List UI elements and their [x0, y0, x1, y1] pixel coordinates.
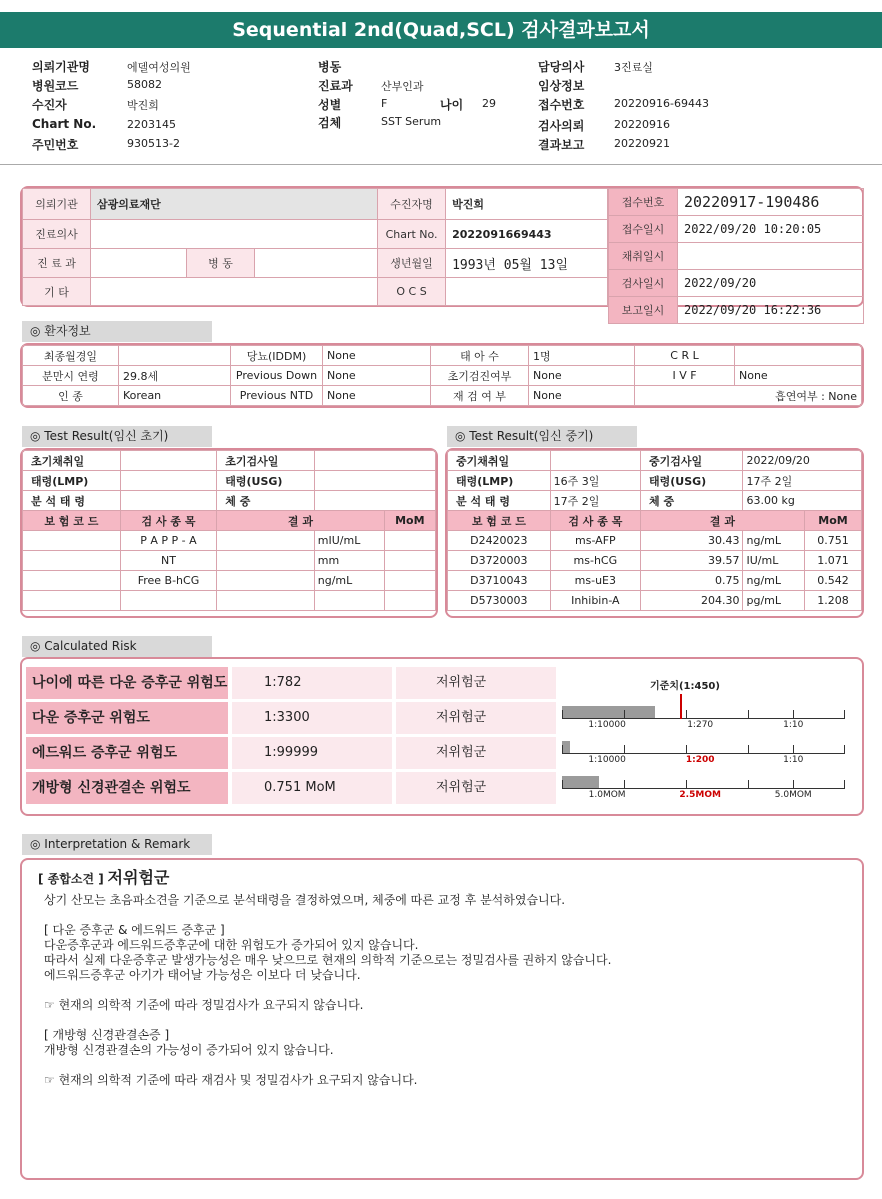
risk-bar-tick	[686, 745, 687, 754]
header-value: 20220916-69443	[614, 97, 709, 110]
early-cell	[23, 531, 121, 551]
early-table-row	[23, 571, 436, 591]
early-cell: mm	[314, 551, 384, 571]
patient-info-value: Korean	[119, 386, 231, 406]
mid-cell: 0.75	[641, 571, 743, 591]
patient-info-value: 1명	[529, 346, 635, 366]
test-dt-value: 2022/09/20	[678, 270, 864, 297]
risk-bar-tick	[624, 780, 625, 789]
test-dt-label: 검사일시	[609, 270, 678, 297]
early-column-header: 검 사 종 목	[120, 511, 217, 531]
mid-cell: D3710043	[448, 571, 551, 591]
risk-bar-tick	[844, 745, 845, 754]
ward-value	[255, 249, 378, 278]
risk-bar-tick-label: 1:10	[783, 720, 804, 730]
mid-cell: 1.071	[804, 551, 861, 571]
mid-cell: Inhibin-A	[550, 591, 640, 611]
early-cell: P A P P - A	[120, 531, 217, 551]
early-info-value	[120, 491, 217, 511]
mid-info-value: 17주 2일	[550, 491, 640, 511]
early-cell	[384, 551, 435, 571]
early-info-label: 태령(LMP)	[23, 471, 121, 491]
summary-label: [ 종합소견 ]	[38, 872, 104, 886]
risk-bar-tick	[748, 745, 749, 754]
risk-bar-tick	[624, 710, 625, 719]
early-cell	[384, 591, 435, 611]
recv-no-value: 20220917-190486	[678, 189, 864, 216]
header-label: 주민번호	[32, 138, 79, 152]
header-label: 검사의뢰	[538, 119, 585, 133]
risk-name: 개방형 신경관결손 위험도	[26, 772, 228, 804]
risk-bar-tick-label: 2.5MOM	[679, 790, 721, 800]
mid-info-label: 체 중	[641, 491, 743, 511]
risk-name: 다운 증후군 위험도	[26, 702, 228, 734]
early-cell	[384, 571, 435, 591]
early-table-row	[23, 551, 436, 571]
early-cell: mIU/mL	[314, 531, 384, 551]
patient-info-label: 초기검진여부	[431, 366, 529, 386]
patient-info-label: I V F	[635, 366, 735, 386]
mid-info-label: 중기검사일	[641, 451, 743, 471]
age-label: 나이	[440, 98, 464, 112]
risk-ratio: 1:3300	[232, 702, 392, 734]
early-box	[20, 448, 438, 618]
patient-info-label: 분만시 연령	[23, 366, 119, 386]
mid-cell: 0.542	[804, 571, 861, 591]
early-cell	[217, 531, 315, 551]
header-info	[0, 0, 882, 160]
remark-line: 다운증후군과 에드워드증후군에 대한 위험도가 증가되어 있지 않습니다.	[44, 938, 419, 952]
early-info-label: 초기채취일	[23, 451, 121, 471]
recv-dt-label: 접수일시	[609, 216, 678, 243]
early-heading: ◎ Test Result(임신 초기)	[22, 426, 212, 447]
mid-cell: ms-AFP	[550, 531, 640, 551]
patient-info-label: 당뇨(IDDM)	[231, 346, 323, 366]
risk-bar-fill	[562, 706, 655, 718]
mid-info-label: 태령(USG)	[641, 471, 743, 491]
header-label: 성별	[318, 98, 342, 112]
mid-info-label: 태령(LMP)	[448, 471, 551, 491]
early-info-value	[314, 451, 435, 471]
early-column-header: MoM	[384, 511, 435, 531]
mid-cell: ng/mL	[743, 531, 804, 551]
early-info-value	[314, 491, 435, 511]
etc-label: 기 타	[23, 278, 91, 306]
remark-line: [ 개방형 신경관결손증 ]	[44, 1028, 170, 1042]
dob-value: 1993년 05월 13일	[446, 249, 608, 278]
risk-box	[20, 657, 864, 816]
draw-label: 채취일시	[609, 243, 678, 270]
report-dt-value: 2022/09/20 16:22:36	[678, 297, 864, 324]
mid-info-value: 2022/09/20	[743, 451, 862, 471]
divider	[0, 164, 882, 165]
risk-bar-tick	[844, 710, 845, 719]
dob-label: 생년월일	[378, 249, 446, 278]
patient-info-value: None	[323, 386, 431, 406]
patient-value: 박진희	[446, 189, 608, 220]
early-cell: Free B-hCG	[120, 571, 217, 591]
risk-name: 에드워드 증후군 위험도	[26, 737, 228, 769]
early-cell	[120, 591, 217, 611]
header-label: 결과보고	[538, 138, 585, 152]
remark-heading: ◎ Interpretation & Remark	[22, 834, 212, 855]
header-value: 박진희	[127, 99, 159, 112]
ocs-value	[446, 278, 608, 306]
risk-bar	[558, 735, 858, 769]
mid-info-label: 분 석 태 령	[448, 491, 551, 511]
risk-row	[26, 667, 561, 699]
chart-value: 2022091669443	[446, 220, 608, 249]
header-label: Chart No.	[32, 117, 97, 131]
risk-bar-tick-label: 1:10000	[588, 755, 626, 765]
header-value: 에델여성의원	[127, 61, 191, 74]
remark-line: 에드워드증후군 아기가 태어날 가능성은 이보다 더 낮습니다.	[44, 968, 361, 982]
mid-cell: 1.208	[804, 591, 861, 611]
risk-bar-tick	[686, 780, 687, 789]
mid-heading: ◎ Test Result(임신 중기)	[447, 426, 637, 447]
patient-info-value: None	[323, 366, 431, 386]
patient-info-value: 29.8세	[119, 366, 231, 386]
risk-bar-tick-label: 1:200	[685, 755, 715, 765]
mid-cell: D2420023	[448, 531, 551, 551]
remark-line: ☞ 현재의 의학적 기준에 따라 정밀검사가 요구되지 않습니다.	[44, 998, 364, 1012]
risk-bar-axis	[562, 753, 844, 754]
early-cell: ng/mL	[314, 571, 384, 591]
risk-bar-tick	[562, 745, 563, 754]
early-cell	[23, 551, 121, 571]
mid-cell: 204.30	[641, 591, 743, 611]
risk-group: 저위험군	[396, 667, 556, 699]
mid-column-header: 검 사 종 목	[550, 511, 640, 531]
header-label: 검체	[318, 116, 342, 130]
early-table-row	[23, 531, 436, 551]
header-value: 3진료실	[614, 61, 653, 74]
risk-bar-axis	[562, 788, 844, 789]
mid-cell: ms-hCG	[550, 551, 640, 571]
header-label: 접수번호	[538, 98, 585, 112]
early-cell	[384, 531, 435, 551]
risk-ratio: 0.751 MoM	[232, 772, 392, 804]
mid-table-row	[448, 571, 862, 591]
patient-info-heading: ◎ 환자정보	[22, 321, 212, 342]
header-label: 진료과	[318, 79, 353, 93]
report-title: Sequential 2nd(Quad,SCL) 검사결과보고서	[0, 12, 882, 48]
patient-info-label: Previous NTD	[231, 386, 323, 406]
mid-table-row	[448, 551, 862, 571]
mid-info-value: 16주 3일	[550, 471, 640, 491]
patient-info-value: None	[529, 366, 635, 386]
early-info-label: 태령(USG)	[217, 471, 315, 491]
early-info-value	[120, 451, 217, 471]
risk-row	[26, 737, 561, 769]
patient-info-value: None	[323, 346, 431, 366]
risk-bar-tick	[562, 780, 563, 789]
patient-info-label: C R L	[635, 346, 735, 366]
remark-body	[24, 870, 844, 1088]
risk-bar	[558, 700, 858, 734]
remark-line: 개방형 신경관결손의 가능성이 증가되어 있지 않습니다.	[44, 1043, 334, 1057]
remark-line: ☞ 현재의 의학적 기준에 따라 재검사 및 정밀검사가 요구되지 않습니다.	[44, 1073, 418, 1087]
header-label: 임상정보	[538, 79, 585, 93]
risk-bar-tick-label: 1.0MOM	[588, 790, 626, 800]
mid-info-value	[550, 451, 640, 471]
header-label: 의뢰기관명	[32, 60, 90, 74]
risk-group: 저위험군	[396, 772, 556, 804]
reference-label: 기준치(1:450)	[650, 681, 720, 692]
risk-bar-tick	[748, 780, 749, 789]
risk-heading: ◎ Calculated Risk	[22, 636, 212, 657]
header-value: 58082	[127, 78, 162, 91]
risk-bar-tick-label: 5.0MOM	[774, 790, 812, 800]
early-info-label: 초기검사일	[217, 451, 315, 471]
patient-info-label: Previous Down	[231, 366, 323, 386]
early-cell	[23, 591, 121, 611]
mid-table	[447, 450, 862, 611]
patient-info-box	[20, 343, 864, 408]
remark-line	[44, 983, 844, 998]
risk-bar-tick	[793, 780, 794, 789]
mid-cell: ms-uE3	[550, 571, 640, 591]
header-value: 930513-2	[127, 137, 180, 150]
recv-no-label: 접수번호	[609, 189, 678, 216]
risk-bar	[558, 770, 858, 804]
mid-cell: 39.57	[641, 551, 743, 571]
risk-bar-tick	[748, 710, 749, 719]
patient-info-value: None	[529, 386, 635, 406]
remark-line	[44, 908, 844, 923]
report-dt-label: 보고일시	[609, 297, 678, 324]
remark-line: 상기 산모는 초음파소견을 기준으로 분석태령을 결정하였으며, 체중에 따른 교정 후 분석하였습니다.	[44, 893, 566, 907]
risk-row	[26, 772, 561, 804]
early-cell: NT	[120, 551, 217, 571]
risk-bar-axis	[562, 718, 844, 719]
header-value: F	[381, 97, 388, 110]
early-cell	[217, 591, 315, 611]
risk-group: 저위험군	[396, 737, 556, 769]
mid-cell: 0.751	[804, 531, 861, 551]
mid-column-header: MoM	[804, 511, 861, 531]
mid-column-header: 결 과	[641, 511, 805, 531]
patient-label: 수진자명	[378, 189, 446, 220]
remark-line: 따라서 실제 다운증후군 발생가능성은 매우 낮으므로 현재의 의학적 기준으로는 정밀검사를 권하지 않습니다.	[44, 953, 612, 967]
risk-bar-tick-label: 1:10000	[588, 720, 626, 730]
early-cell	[314, 591, 384, 611]
risk-name: 나이에 따른 다운 증후군 위험도	[26, 667, 228, 699]
risk-row	[26, 702, 561, 734]
etc-value	[91, 278, 378, 306]
risk-bar-fill	[562, 741, 570, 753]
patient-info-value	[735, 346, 862, 366]
mid-info-label: 중기채취일	[448, 451, 551, 471]
ocs-label: O C S	[378, 278, 446, 306]
early-cell	[217, 571, 315, 591]
mid-cell: ng/mL	[743, 571, 804, 591]
risk-ratio: 1:782	[232, 667, 392, 699]
patient-info-value: None	[735, 366, 862, 386]
mid-table-row	[448, 531, 862, 551]
remark-line	[44, 1058, 844, 1073]
mid-box	[445, 448, 864, 618]
risk-bar-fill	[562, 776, 599, 788]
early-info-label: 체 중	[217, 491, 315, 511]
mid-info-value: 17주 2일	[743, 471, 862, 491]
risk-bar-tick-label: 1:270	[687, 720, 714, 730]
header-value: 산부인과	[381, 80, 424, 93]
mid-cell: D5730003	[448, 591, 551, 611]
dept-label: 진 료 과	[23, 249, 91, 278]
risk-bar-tick	[844, 780, 845, 789]
header-value: SST Serum	[381, 115, 442, 128]
doctor-value	[91, 220, 378, 249]
patient-info-label: 흡연여부 : None	[635, 386, 862, 406]
patient-info-label: 최종월경일	[23, 346, 119, 366]
mid-cell: IU/mL	[743, 551, 804, 571]
header-label: 병원코드	[32, 79, 79, 93]
early-cell	[217, 551, 315, 571]
early-cell	[23, 571, 121, 591]
patient-info-label: 재 검 여 부	[431, 386, 529, 406]
early-info-value	[314, 471, 435, 491]
ward-label: 병 동	[187, 249, 255, 278]
risk-bar-tick	[793, 710, 794, 719]
early-column-header: 보 험 코 드	[23, 511, 121, 531]
risk-group: 저위험군	[396, 702, 556, 734]
org-label: 의뢰기관	[23, 189, 91, 220]
patient-info-table	[22, 345, 862, 406]
age-value: 29	[482, 97, 496, 110]
mid-info-value: 63.00 kg	[743, 491, 862, 511]
patient-info-label: 태 아 수	[431, 346, 529, 366]
header-label: 병동	[318, 60, 342, 74]
early-table	[22, 450, 436, 611]
risk-bar-tick	[624, 745, 625, 754]
chart-label: Chart No.	[378, 220, 446, 249]
risk-bar-tick	[686, 710, 687, 719]
header-label: 담당의사	[538, 60, 585, 74]
mid-table-row	[448, 591, 862, 611]
header-value: 2203145	[127, 118, 176, 131]
remark-line	[44, 1013, 844, 1028]
header-label: 수진자	[32, 98, 67, 112]
mid-cell: 30.43	[641, 531, 743, 551]
patient-info-value	[119, 346, 231, 366]
early-info-value	[120, 471, 217, 491]
header-value: 20220916	[614, 118, 670, 131]
early-column-header: 결 과	[217, 511, 384, 531]
remark-line: [ 다운 증후군 & 에드워드 증후군 ]	[44, 923, 225, 937]
draw-value	[678, 243, 864, 270]
lab-info-box	[20, 186, 864, 317]
mid-cell: pg/mL	[743, 591, 804, 611]
recv-dt-value: 2022/09/20 10:20:05	[678, 216, 864, 243]
early-info-label: 분 석 태 령	[23, 491, 121, 511]
mid-column-header: 보 험 코 드	[448, 511, 551, 531]
early-table-row	[23, 591, 436, 611]
mid-cell: D3720003	[448, 551, 551, 571]
doctor-label: 진료의사	[23, 220, 91, 249]
risk-bar-tick	[562, 710, 563, 719]
risk-bar-tick	[793, 745, 794, 754]
summary-value: 저위험군	[107, 868, 170, 887]
dept-value	[91, 249, 187, 278]
header-value: 20220921	[614, 137, 670, 150]
risk-bar-tick-label: 1:10	[783, 755, 804, 765]
reference-marker	[680, 694, 682, 719]
org-value: 삼광의료재단	[91, 189, 378, 220]
risk-ratio: 1:99999	[232, 737, 392, 769]
patient-info-label: 인 종	[23, 386, 119, 406]
